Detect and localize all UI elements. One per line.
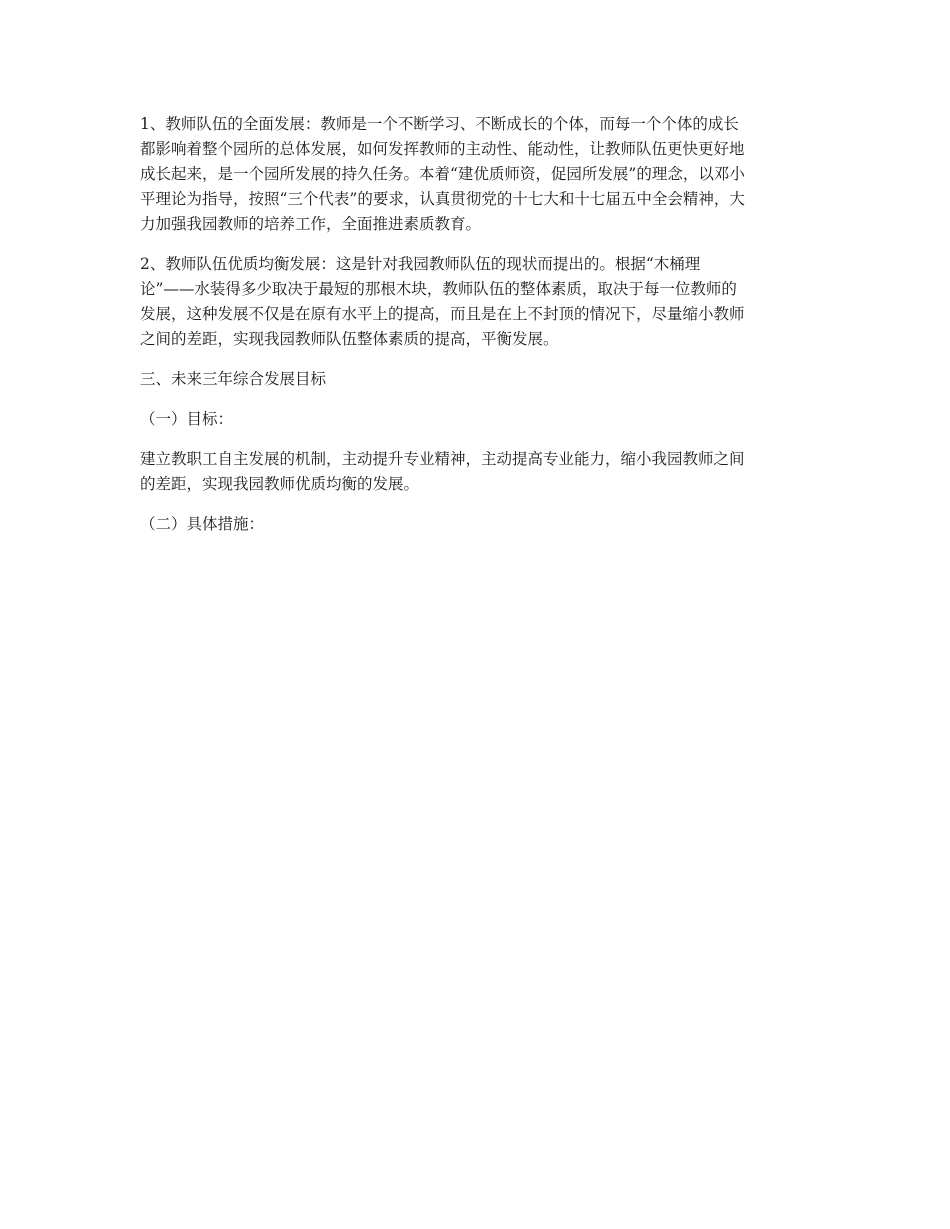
document-body bbox=[140, 112, 810, 552]
text-line: 都影响着整个园所的总体发展，如何发挥教师的主动性、能动性，让教师队伍更快更好地 bbox=[140, 140, 745, 158]
text-line: 成长起来，是一个园所发展的持久任务。本着“建优质师资，促园所发展”的理念，以邓小 bbox=[140, 165, 745, 183]
text-line: 力加强我园教师的培养工作，全面推进素质教育。 bbox=[140, 215, 482, 233]
text-line: 平理论为指导，按照“三个代表”的要求，认真贯彻党的十七大和十七届五中全会精神，大 bbox=[140, 190, 745, 208]
subheading-measures: （二）具体措施： bbox=[140, 515, 265, 533]
text-line: 2、教师队伍优质均衡发展：这是针对我园教师队伍的现状而提出的。根据“木桶理 bbox=[140, 255, 701, 273]
text-line: 论”——水装得多少取决于最短的那根木块，教师队伍的整体素质，取决于每一位教师的 bbox=[140, 280, 737, 298]
paragraph-teacher-development bbox=[140, 112, 810, 237]
text-line: 建立教职工自主发展的机制，主动提升专业精神，主动提高专业能力，缩小我园教师之间 bbox=[140, 450, 745, 468]
text-line: 发展，这种发展不仅是在原有水平上的提高，而且是在上不封顶的情况下，尽量缩小教师 bbox=[140, 305, 745, 323]
subheading-objective: （一）目标： bbox=[140, 410, 234, 428]
text-line: 之间的差距，实现我园教师队伍整体素质的提高，平衡发展。 bbox=[140, 330, 559, 348]
section-heading-goals: 三、未来三年综合发展目标 bbox=[140, 370, 327, 388]
text-line: 1、教师队伍的全面发展：教师是一个不断学习、不断成长的个体，而每一个个体的成长 bbox=[140, 115, 739, 133]
text-line: 的差距，实现我园教师优质均衡的发展。 bbox=[140, 475, 420, 493]
paragraph-balanced-development bbox=[140, 252, 810, 352]
paragraph-objective bbox=[140, 447, 810, 497]
